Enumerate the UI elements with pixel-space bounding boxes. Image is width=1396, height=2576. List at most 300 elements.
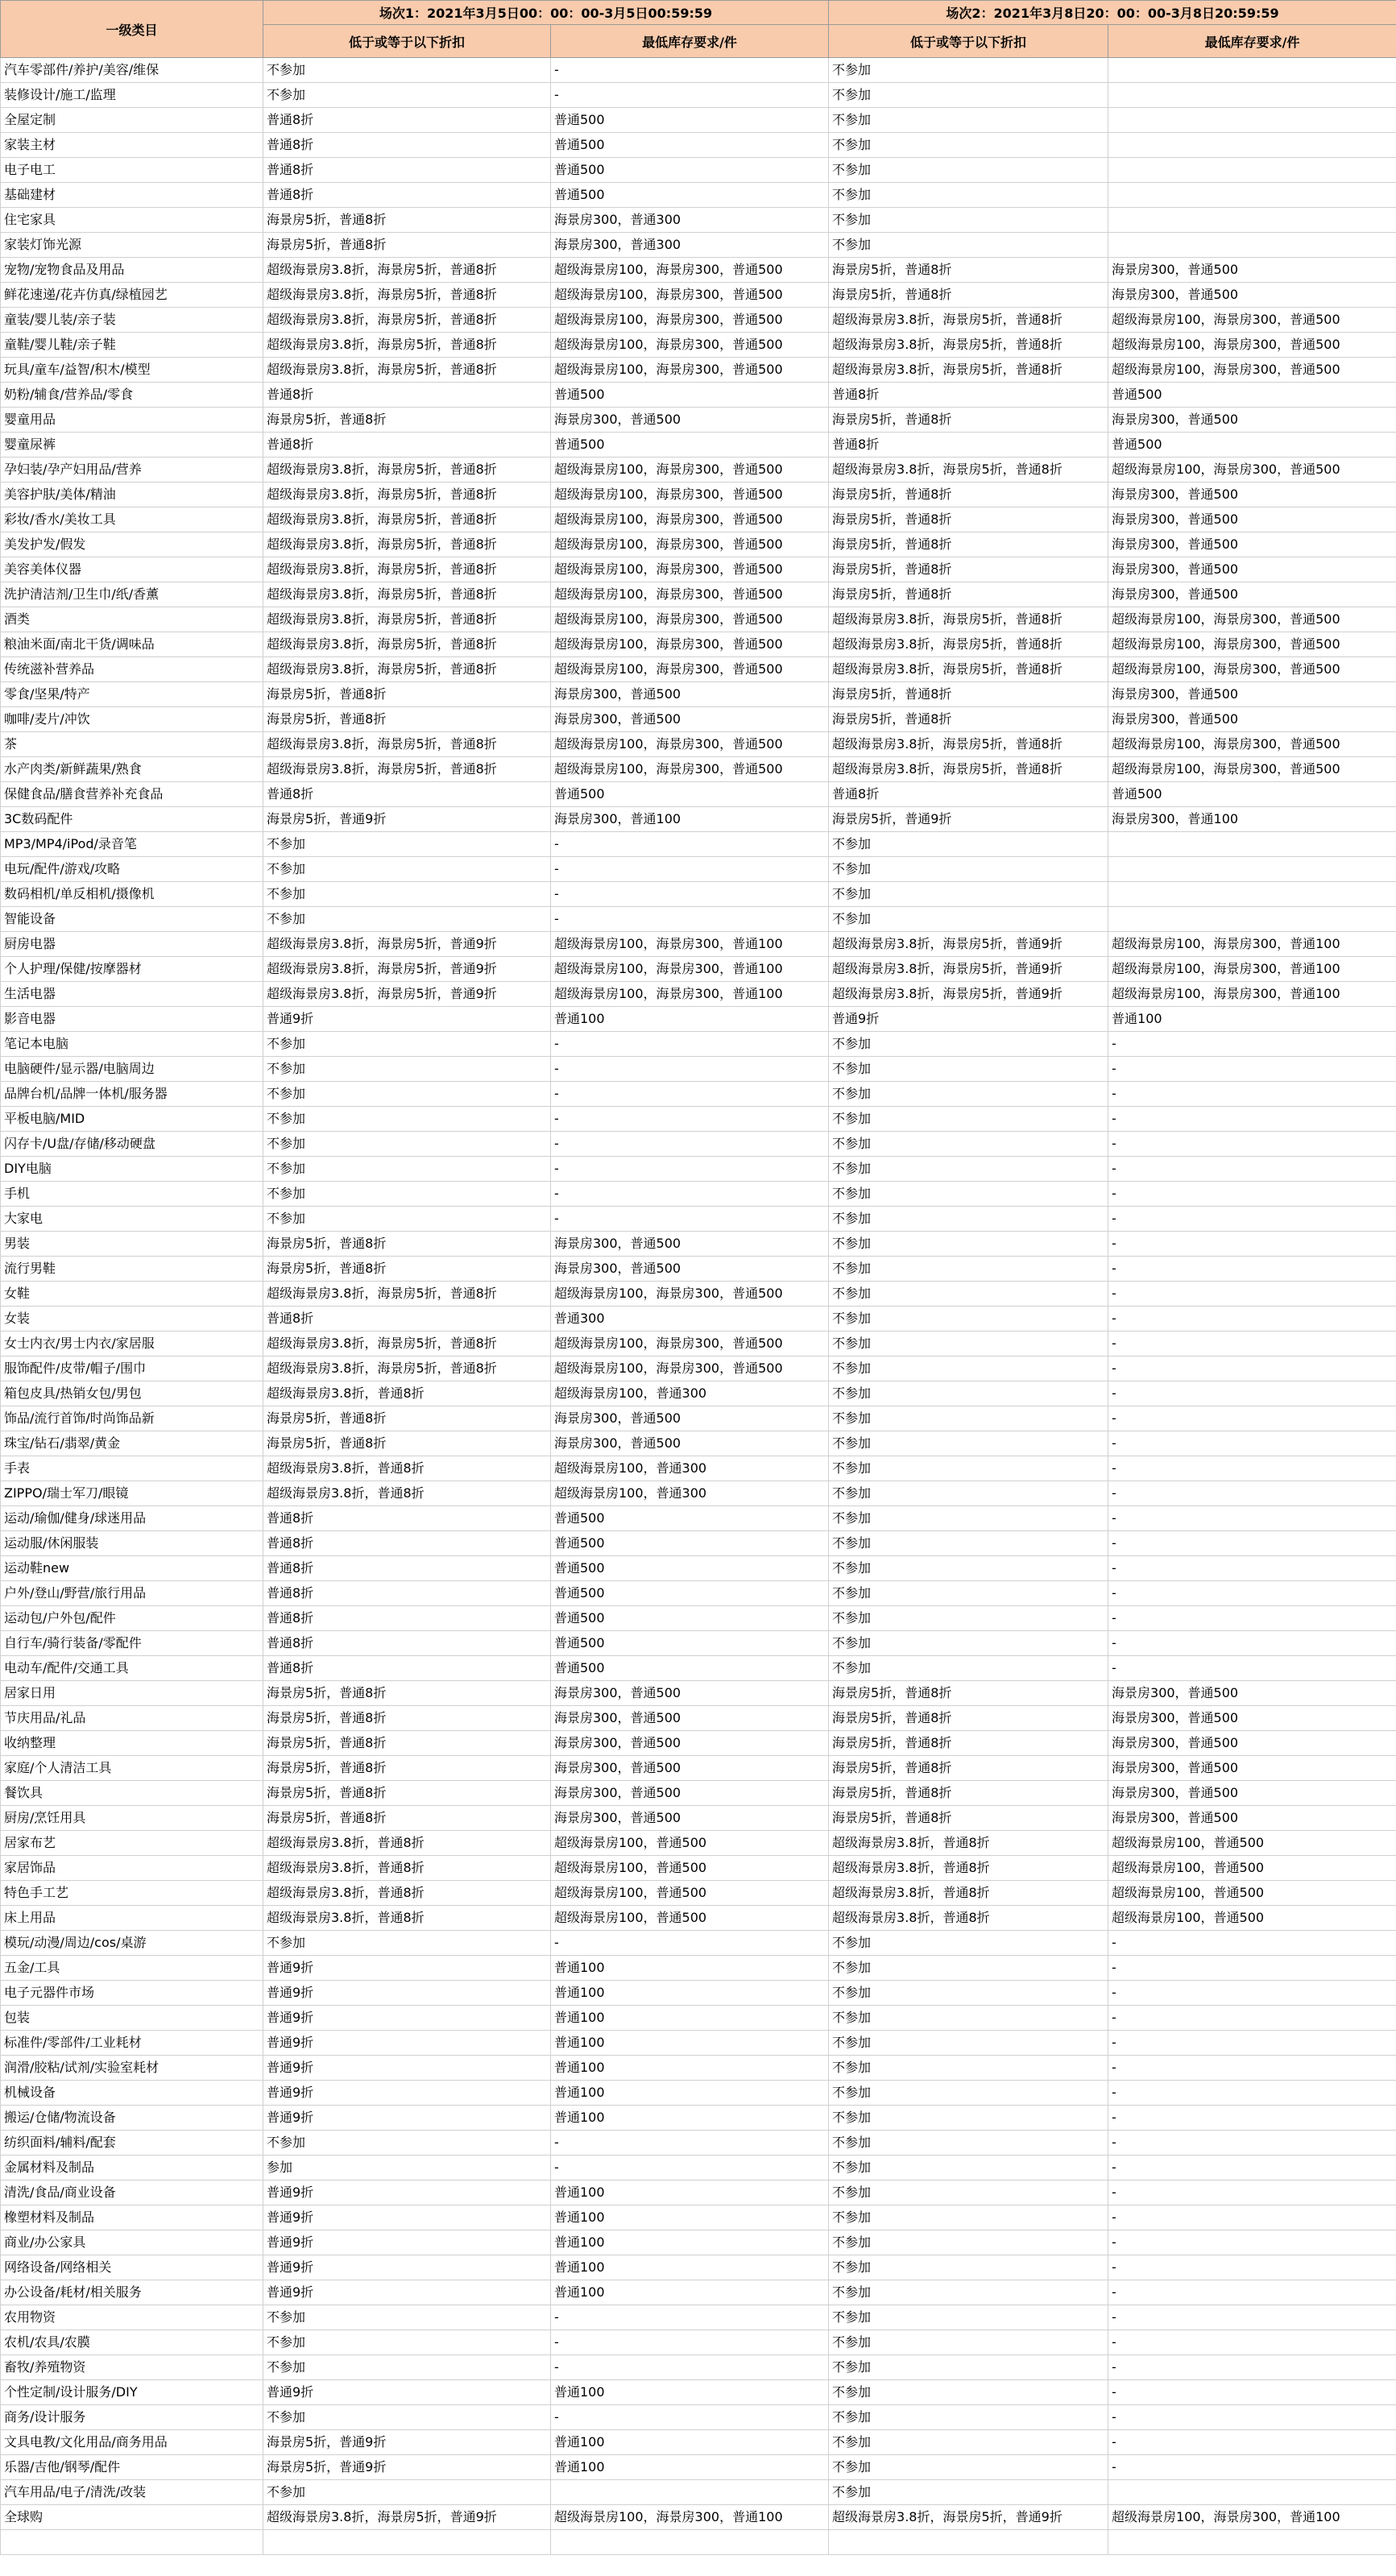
session2-stock-cell: -: [1108, 1381, 1396, 1406]
session2-discount-cell: 海景房5折，普通8折: [829, 1756, 1108, 1781]
session2-stock-cell: 海景房300，普通500: [1108, 507, 1396, 532]
session1-discount-cell: 不参加: [263, 1157, 551, 1182]
session2-stock-cell: -: [1108, 1257, 1396, 1282]
session2-discount-cell: 超级海景房3.8折，普通8折: [829, 1831, 1108, 1856]
category-cell: 粮油米面/南北干货/调味品: [1, 632, 263, 657]
session1-stock-cell: -: [551, 1107, 829, 1132]
session2-discount-cell: 不参加: [829, 233, 1108, 258]
session1-stock-cell: 超级海景房100，海景房300，普通500: [551, 358, 829, 383]
session2-discount-cell: 不参加: [829, 208, 1108, 233]
category-cell: 电动车/配件/交通工具: [1, 1656, 263, 1681]
session2-discount-cell: 不参加: [829, 2305, 1108, 2330]
session2-stock-cell: 海景房300，普通500: [1108, 532, 1396, 557]
table-row: [1, 982, 1396, 1007]
session2-stock-cell: -: [1108, 2405, 1396, 2430]
session1-stock-cell: 海景房300，普通500: [551, 1431, 829, 1456]
category-cell: 童装/婴儿装/亲子装: [1, 308, 263, 333]
session1-stock-cell: 超级海景房100，海景房300，普通100: [551, 982, 829, 1007]
session2-stock-cell: -: [1108, 1531, 1396, 1556]
session2-stock-cell: 超级海景房100，海景房300，普通500: [1108, 607, 1396, 632]
empty-cell: [551, 2530, 829, 2555]
session1-discount-cell: 不参加: [263, 1082, 551, 1107]
session2-stock-cell: [1108, 882, 1396, 907]
session2-stock-cell: 普通100: [1108, 1007, 1396, 1032]
session1-stock-cell: -: [551, 58, 829, 83]
session2-discount-cell: 不参加: [829, 2480, 1108, 2505]
session2-stock-cell: -: [1108, 2330, 1396, 2355]
table-row: [1, 1531, 1396, 1556]
table-header: [1, 1, 1396, 58]
session1-discount-cell: 普通9折: [263, 2380, 551, 2405]
session2-stock-cell: [1108, 108, 1396, 133]
category-cell: 宠物/宠物食品及用品: [1, 258, 263, 283]
session1-discount-cell: 超级海景房3.8折，海景房5折，普通8折: [263, 582, 551, 607]
session2-discount-cell: 不参加: [829, 1456, 1108, 1481]
category-cell: 智能设备: [1, 907, 263, 932]
session2-discount-cell: 不参加: [829, 1032, 1108, 1057]
category-cell: 搬运/仓储/物流设备: [1, 2106, 263, 2131]
session1-stock-cell: 超级海景房100，海景房300，普通500: [551, 458, 829, 482]
session1-discount-cell: 超级海景房3.8折，海景房5折，普通8折: [263, 358, 551, 383]
session2-discount-cell: 海景房5折，普通8折: [829, 1781, 1108, 1806]
category-cell: 童鞋/婴儿鞋/亲子鞋: [1, 333, 263, 358]
table-row: [1, 1082, 1396, 1107]
session2-stock-cell: 海景房300，普通500: [1108, 1756, 1396, 1781]
session1-stock-cell: 海景房300，普通500: [551, 1406, 829, 1431]
session2-stock-cell: 超级海景房100，海景房300，普通100: [1108, 2505, 1396, 2530]
empty-cell: [1108, 2530, 1396, 2555]
table-row: [1, 657, 1396, 682]
session2-stock-cell: -: [1108, 2380, 1396, 2405]
session1-stock-cell: 普通100: [551, 2180, 829, 2205]
session1-stock-cell: 普通100: [551, 2106, 829, 2131]
session1-stock-cell: 普通100: [551, 1981, 829, 2006]
session1-discount-cell: 普通8折: [263, 782, 551, 807]
session1-discount-cell: 超级海景房3.8折，海景房5折，普通8折: [263, 283, 551, 308]
table-row: [1, 2280, 1396, 2305]
session2-discount-header: 低于或等于以下折扣: [829, 25, 1108, 58]
session1-stock-cell: -: [551, 1082, 829, 1107]
category-cell: 户外/登山/野营/旅行用品: [1, 1581, 263, 1606]
session2-discount-cell: 不参加: [829, 1631, 1108, 1656]
session2-stock-cell: -: [1108, 2006, 1396, 2031]
category-cell: 文具电教/文化用品/商务用品: [1, 2430, 263, 2455]
session2-discount-cell: 海景房5折，普通8折: [829, 507, 1108, 532]
session1-discount-cell: 普通9折: [263, 2081, 551, 2106]
session2-discount-cell: 超级海景房3.8折，普通8折: [829, 1906, 1108, 1931]
session2-stock-cell: -: [1108, 1406, 1396, 1431]
category-cell: 办公设备/耗材/相关服务: [1, 2280, 263, 2305]
session1-discount-cell: 超级海景房3.8折，海景房5折，普通9折: [263, 982, 551, 1007]
session2-discount-cell: 超级海景房3.8折，普通8折: [829, 1856, 1108, 1881]
category-cell: 电子元器件市场: [1, 1981, 263, 2006]
table-row: [1, 433, 1396, 458]
session2-discount-cell: 不参加: [829, 2131, 1108, 2156]
session2-stock-cell: 海景房300，普通500: [1108, 557, 1396, 582]
category-cell: 住宅家具: [1, 208, 263, 233]
session1-discount-cell: 普通9折: [263, 2180, 551, 2205]
session1-stock-cell: 超级海景房100，普通500: [551, 1856, 829, 1881]
session1-stock-cell: 超级海景房100，海景房300，普通500: [551, 283, 829, 308]
category-cell: 女装: [1, 1307, 263, 1331]
session1-discount-cell: 参加: [263, 2156, 551, 2180]
session1-stock-cell: -: [551, 2355, 829, 2380]
table-row: [1, 183, 1396, 208]
session2-discount-cell: 海景房5折，普通8折: [829, 707, 1108, 732]
category-cell: 床上用品: [1, 1906, 263, 1931]
session1-discount-cell: 海景房5折，普通8折: [263, 1706, 551, 1731]
session2-discount-cell: 不参加: [829, 907, 1108, 932]
category-cell: 传统滋补营养品: [1, 657, 263, 682]
session2-discount-cell: 不参加: [829, 2380, 1108, 2405]
table-row: [1, 2480, 1396, 2505]
session1-stock-cell: 海景房300，普通300: [551, 208, 829, 233]
session1-discount-cell: 海景房5折，普通9折: [263, 807, 551, 832]
session1-discount-cell: 普通8折: [263, 1307, 551, 1331]
session1-discount-cell: 海景房5折，普通8折: [263, 1257, 551, 1282]
session2-discount-cell: 不参加: [829, 1381, 1108, 1406]
empty-cell: [263, 2530, 551, 2555]
session2-discount-cell: 普通8折: [829, 383, 1108, 408]
session1-discount-cell: 不参加: [263, 2131, 551, 2156]
session1-stock-cell: -: [551, 857, 829, 882]
session1-discount-cell: 普通8折: [263, 433, 551, 458]
session2-discount-cell: 不参加: [829, 183, 1108, 208]
session1-stock-cell: 海景房300，普通500: [551, 408, 829, 433]
session1-stock-cell: -: [551, 1057, 829, 1082]
session2-stock-cell: -: [1108, 2056, 1396, 2081]
session1-discount-cell: 普通9折: [263, 1956, 551, 1981]
table-row: [1, 1731, 1396, 1756]
table-row: [1, 1506, 1396, 1531]
session1-discount-cell: 超级海景房3.8折，海景房5折，普通8折: [263, 657, 551, 682]
session2-stock-cell: 海景房300，普通500: [1108, 408, 1396, 433]
session2-discount-cell: 超级海景房3.8折，海景房5折，普通9折: [829, 932, 1108, 957]
table-row: [1, 1182, 1396, 1207]
session1-stock-cell: 普通100: [551, 2255, 829, 2280]
table-row: [1, 108, 1396, 133]
session1-stock-cell: -: [551, 2156, 829, 2180]
session1-stock-header: 最低库存要求/件: [551, 25, 829, 58]
category-cell: 商业/办公家具: [1, 2230, 263, 2255]
session2-stock-cell: 海景房300，普通500: [1108, 482, 1396, 507]
session2-discount-cell: 不参加: [829, 1506, 1108, 1531]
session1-stock-cell: 普通100: [551, 2280, 829, 2305]
session1-stock-cell: 海景房300，普通500: [551, 1756, 829, 1781]
session1-stock-cell: 普通500: [551, 1531, 829, 1556]
session2-discount-cell: 超级海景房3.8折，海景房5折，普通8折: [829, 308, 1108, 333]
session1-stock-cell: 普通500: [551, 108, 829, 133]
table-row: [1, 133, 1396, 158]
session2-stock-cell: -: [1108, 1431, 1396, 1456]
session2-discount-cell: 不参加: [829, 857, 1108, 882]
session1-stock-cell: -: [551, 83, 829, 108]
session1-discount-cell: 普通8折: [263, 383, 551, 408]
session2-discount-cell: 超级海景房3.8折，海景房5折，普通9折: [829, 2505, 1108, 2530]
session2-discount-cell: 超级海景房3.8折，海景房5折，普通8折: [829, 732, 1108, 757]
session2-discount-cell: 不参加: [829, 1981, 1108, 2006]
session1-discount-cell: 不参加: [263, 907, 551, 932]
session2-stock-cell: -: [1108, 1132, 1396, 1157]
session2-stock-cell: -: [1108, 1282, 1396, 1307]
session1-discount-cell: 普通8折: [263, 133, 551, 158]
session1-discount-cell: 超级海景房3.8折，海景房5折，普通8折: [263, 333, 551, 358]
category-cell: ZIPPO/瑞士军刀/眼镜: [1, 1481, 263, 1506]
table-row: [1, 1132, 1396, 1157]
session2-stock-cell: -: [1108, 1356, 1396, 1381]
session1-stock-cell: 普通500: [551, 433, 829, 458]
session2-discount-cell: 不参加: [829, 1556, 1108, 1581]
session2-stock-cell: -: [1108, 1956, 1396, 1981]
session1-stock-cell: -: [551, 2405, 829, 2430]
table-row: [1, 1906, 1396, 1931]
session2-stock-cell: 海景房300，普通500: [1108, 682, 1396, 707]
session2-discount-cell: 不参加: [829, 2255, 1108, 2280]
session2-stock-cell: -: [1108, 2156, 1396, 2180]
session2-discount-cell: 不参加: [829, 1282, 1108, 1307]
table-row: [1, 1806, 1396, 1831]
session2-stock-cell: 超级海景房100，海景房300，普通500: [1108, 458, 1396, 482]
session2-stock-cell: 超级海景房100，海景房300，普通100: [1108, 932, 1396, 957]
session2-stock-cell: -: [1108, 1506, 1396, 1531]
session2-discount-cell: 不参加: [829, 1107, 1108, 1132]
session2-stock-cell: -: [1108, 2106, 1396, 2131]
session1-discount-cell: 超级海景房3.8折，海景房5折，普通8折: [263, 557, 551, 582]
category-cell: 婴童尿裤: [1, 433, 263, 458]
session2-stock-cell: 海景房300，普通500: [1108, 1706, 1396, 1731]
empty-cell: [829, 2530, 1108, 2555]
table-row: [1, 258, 1396, 283]
session2-stock-cell: 海景房300，普通500: [1108, 1681, 1396, 1706]
category-cell: 厨房/烹饪用具: [1, 1806, 263, 1831]
session1-discount-cell: 不参加: [263, 83, 551, 108]
table-row: [1, 957, 1396, 982]
session1-discount-cell: 普通8折: [263, 1506, 551, 1531]
category-cell: 大家电: [1, 1207, 263, 1232]
category-cell: 女鞋: [1, 1282, 263, 1307]
session1-stock-cell: 超级海景房100，海景房300，普通500: [551, 582, 829, 607]
session1-stock-cell: 海景房300，普通500: [551, 1706, 829, 1731]
table-row: [1, 1257, 1396, 1282]
session1-stock-cell: 超级海景房100，海景房300，普通500: [551, 1356, 829, 1381]
session1-discount-cell: 海景房5折，普通8折: [263, 1232, 551, 1257]
session1-discount-cell: 超级海景房3.8折，海景房5折，普通8折: [263, 757, 551, 782]
category-cell: 女士内衣/男士内衣/家居服: [1, 1331, 263, 1356]
session1-discount-cell: 不参加: [263, 1057, 551, 1082]
category-cell: 鲜花速递/花卉仿真/绿植园艺: [1, 283, 263, 308]
session2-discount-cell: 不参加: [829, 1157, 1108, 1182]
session2-discount-cell: 不参加: [829, 58, 1108, 83]
category-cell: 特色手工艺: [1, 1881, 263, 1906]
table-row: [1, 607, 1396, 632]
session2-header: 场次2：2021年3月8日20：00：00-3月8日20:59:59: [829, 1, 1396, 25]
session1-stock-cell: 超级海景房100，海景房300，普通500: [551, 557, 829, 582]
session2-discount-cell: 不参加: [829, 1356, 1108, 1381]
session1-discount-cell: 超级海景房3.8折，海景房5折，普通8折: [263, 1331, 551, 1356]
session1-discount-cell: 超级海景房3.8折，海景房5折，普通8折: [263, 532, 551, 557]
session2-stock-cell: 超级海景房100，普通500: [1108, 1881, 1396, 1906]
table-row: [1, 1007, 1396, 1032]
session2-stock-cell: 海景房300，普通500: [1108, 283, 1396, 308]
table-row: [1, 1157, 1396, 1182]
table-row: [1, 2131, 1396, 2156]
session1-discount-cell: 不参加: [263, 2480, 551, 2505]
session2-discount-cell: 不参加: [829, 1656, 1108, 1681]
table-row: [1, 1706, 1396, 1731]
category-cell: 运动/瑜伽/健身/球迷用品: [1, 1506, 263, 1531]
session2-stock-cell: [1108, 857, 1396, 882]
category-cell: 纺织面料/辅料/配套: [1, 2131, 263, 2156]
session2-discount-cell: 不参加: [829, 1431, 1108, 1456]
session2-discount-cell: 海景房5折，普通8折: [829, 258, 1108, 283]
session2-discount-cell: 不参加: [829, 2156, 1108, 2180]
table-row: [1, 1656, 1396, 1681]
session2-stock-cell: -: [1108, 2255, 1396, 2280]
table-row: [1, 1956, 1396, 1981]
session1-stock-cell: 海景房300，普通500: [551, 682, 829, 707]
table-row: [1, 308, 1396, 333]
session2-discount-cell: 不参加: [829, 1207, 1108, 1232]
table-row: [1, 1356, 1396, 1381]
session2-discount-cell: 不参加: [829, 2056, 1108, 2081]
session2-stock-cell: -: [1108, 1182, 1396, 1207]
session1-discount-cell: 不参加: [263, 832, 551, 857]
session1-stock-cell: 普通100: [551, 2230, 829, 2255]
session2-discount-cell: 不参加: [829, 1606, 1108, 1631]
session1-stock-cell: 普通300: [551, 1307, 829, 1331]
session2-stock-cell: 普通500: [1108, 383, 1396, 408]
category-cell: 农用物资: [1, 2305, 263, 2330]
session1-discount-cell: 海景房5折，普通8折: [263, 1681, 551, 1706]
session2-discount-cell: 海景房5折，普通9折: [829, 807, 1108, 832]
table-row: [1, 2355, 1396, 2380]
session1-discount-cell: 普通8折: [263, 1581, 551, 1606]
table-row: [1, 732, 1396, 757]
session1-stock-cell: 普通100: [551, 2380, 829, 2405]
session2-stock-cell: -: [1108, 1456, 1396, 1481]
session2-stock-cell: 海景房300，普通500: [1108, 707, 1396, 732]
session2-stock-cell: 海景房300，普通100: [1108, 807, 1396, 832]
session1-stock-cell: [551, 2480, 829, 2505]
session1-discount-cell: 海景房5折，普通8折: [263, 1731, 551, 1756]
table-row: [1, 1406, 1396, 1431]
session2-discount-cell: 不参加: [829, 2230, 1108, 2255]
session2-discount-cell: 不参加: [829, 1481, 1108, 1506]
session1-discount-cell: 海景房5折，普通8折: [263, 1781, 551, 1806]
session1-stock-cell: 超级海景房100，普通500: [551, 1831, 829, 1856]
session2-stock-cell: [1108, 2480, 1396, 2505]
table-row: [1, 1307, 1396, 1331]
session2-stock-cell: 普通500: [1108, 433, 1396, 458]
category-cell: 农机/农具/农膜: [1, 2330, 263, 2355]
table-row: [1, 2455, 1396, 2480]
session1-stock-cell: 海景房300，普通500: [551, 1781, 829, 1806]
session2-discount-cell: 不参加: [829, 1531, 1108, 1556]
session2-discount-cell: 不参加: [829, 832, 1108, 857]
category-cell: 全球购: [1, 2505, 263, 2530]
session2-discount-cell: 不参加: [829, 2330, 1108, 2355]
session2-discount-cell: 不参加: [829, 1182, 1108, 1207]
table-row: [1, 2156, 1396, 2180]
session2-discount-cell: 不参加: [829, 1331, 1108, 1356]
session1-discount-cell: 普通9折: [263, 2056, 551, 2081]
session2-discount-cell: 海景房5折，普通8折: [829, 1731, 1108, 1756]
table-row: [1, 1381, 1396, 1406]
session2-stock-cell: -: [1108, 2081, 1396, 2106]
category-cell: 奶粉/辅食/营养品/零食: [1, 383, 263, 408]
session1-stock-cell: -: [551, 882, 829, 907]
session2-stock-cell: -: [1108, 1581, 1396, 1606]
table-row: [1, 2230, 1396, 2255]
session2-stock-cell: -: [1108, 1207, 1396, 1232]
table-row: [1, 2081, 1396, 2106]
table-row: [1, 2330, 1396, 2355]
session1-discount-cell: 海景房5折，普通8折: [263, 682, 551, 707]
session1-stock-cell: 超级海景房100，普通300: [551, 1481, 829, 1506]
session2-discount-cell: 海景房5折，普通8折: [829, 582, 1108, 607]
category-cell: 包装: [1, 2006, 263, 2031]
category-cell: 运动服/休闲服装: [1, 1531, 263, 1556]
table-row: [1, 2505, 1396, 2530]
session1-stock-cell: 普通500: [551, 133, 829, 158]
session2-stock-cell: 超级海景房100，海景房300，普通500: [1108, 632, 1396, 657]
session2-stock-cell: -: [1108, 2430, 1396, 2455]
session2-stock-cell: [1108, 208, 1396, 233]
session1-discount-cell: 超级海景房3.8折，普通8折: [263, 1881, 551, 1906]
category-cell: 装修设计/施工/监理: [1, 83, 263, 108]
session1-stock-cell: 海景房300，普通500: [551, 707, 829, 732]
session2-discount-cell: 海景房5折，普通8折: [829, 283, 1108, 308]
session2-stock-cell: 海景房300，普通500: [1108, 258, 1396, 283]
session2-discount-cell: 海景房5折，普通8折: [829, 482, 1108, 507]
table-row: [1, 1057, 1396, 1082]
session1-stock-cell: -: [551, 1207, 829, 1232]
session1-stock-cell: 超级海景房100，普通300: [551, 1381, 829, 1406]
session1-stock-cell: -: [551, 2330, 829, 2355]
session2-discount-cell: 普通8折: [829, 433, 1108, 458]
table-row: [1, 882, 1396, 907]
session2-discount-cell: 超级海景房3.8折，海景房5折，普通8折: [829, 657, 1108, 682]
session1-stock-cell: 超级海景房100，海景房300，普通500: [551, 607, 829, 632]
table-row: [1, 1831, 1396, 1856]
table-row: [1, 2106, 1396, 2131]
table-row: [1, 458, 1396, 482]
session1-discount-cell: 不参加: [263, 857, 551, 882]
category-cell: 珠宝/钻石/翡翠/黄金: [1, 1431, 263, 1456]
session2-stock-cell: -: [1108, 2205, 1396, 2230]
session1-stock-cell: 超级海景房100，海景房300，普通500: [551, 333, 829, 358]
category-cell: 服饰配件/皮带/帽子/围巾: [1, 1356, 263, 1381]
session1-discount-cell: 超级海景房3.8折，普通8折: [263, 1856, 551, 1881]
category-cell: 橡塑材料及制品: [1, 2205, 263, 2230]
session2-discount-cell: 不参加: [829, 1057, 1108, 1082]
category-cell: 茶: [1, 732, 263, 757]
session2-stock-cell: -: [1108, 1931, 1396, 1956]
category-cell: 润滑/胶粘/试剂/实验室耗材: [1, 2056, 263, 2081]
session1-stock-cell: -: [551, 1132, 829, 1157]
session2-stock-cell: -: [1108, 1656, 1396, 1681]
table-row: [1, 932, 1396, 957]
session2-stock-cell: -: [1108, 1331, 1396, 1356]
table-row: [1, 2430, 1396, 2455]
session1-stock-cell: 超级海景房100，海景房300，普通100: [551, 957, 829, 982]
category-cell: 全屋定制: [1, 108, 263, 133]
table-row: [1, 482, 1396, 507]
session1-discount-cell: 超级海景房3.8折，海景房5折，普通8折: [263, 258, 551, 283]
category-cell: 婴童用品: [1, 408, 263, 433]
session2-stock-cell: [1108, 832, 1396, 857]
category-cell: 水产肉类/新鲜蔬果/熟食: [1, 757, 263, 782]
